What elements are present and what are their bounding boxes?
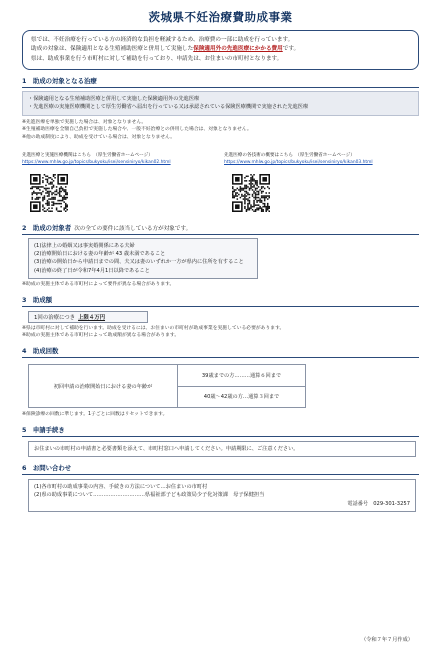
- section-count: [22, 347, 419, 419]
- note-line: ※助成の実施主体である市町村によって助成額が異なる場合があります。: [22, 333, 180, 339]
- application-box: お住まいの市町村の申請書と必要書類を添えて、市町村窓口へ申請してください。申請期限に、ご注意ください。: [28, 441, 416, 457]
- eligibility-item: (3)治療の開始日から申請日までの間、夫又は妻のいずれか一方が県内に住所を有すること: [34, 259, 244, 266]
- section-treatment: [22, 77, 419, 216]
- section-application: [22, 426, 419, 457]
- note-line: ※他の助成制度により、助成を受けている場合は、対象となりません。: [22, 135, 176, 140]
- note-line: ※県は市町村に対して補助を行います。助成を受けるには、お住まいの市町村が助成事業を実施している必要があります。: [22, 325, 285, 331]
- qr-code-icon[interactable]: [30, 174, 68, 212]
- intro-line-2: [31, 45, 410, 54]
- section-heading: 1 助成の対象となる治療: [22, 77, 419, 88]
- section-contact: [22, 464, 419, 513]
- count-table: [28, 364, 419, 408]
- section-heading: 6 お問い合わせ: [22, 464, 419, 475]
- facilities-link[interactable]: https://www.mhlw.go.jp/topics/bukyoku/isei/sensiniryo/kikan02.html: [22, 159, 171, 165]
- intro-line-2-end: です。: [282, 46, 300, 53]
- count-row-40-42: 40歳～42歳の方…通算３回まで: [178, 387, 306, 409]
- eligibility-box: [28, 238, 258, 280]
- link-label: 先進医療の各技術の概要はこちら （厚生労働省ホームページ）: [224, 152, 355, 158]
- section-heading: [22, 224, 419, 235]
- section-heading: 3 助成額: [22, 296, 419, 307]
- eligibility-item: (4)治療の終了日が令和7年4月1日以降であること: [34, 267, 150, 274]
- amount-value: 上限４万円: [78, 314, 106, 321]
- section-heading: 5 申請手続き: [22, 426, 419, 437]
- qr-code-icon[interactable]: [232, 174, 270, 212]
- intro-highlight: 保険適用外の先進医療にかかる費用: [193, 46, 283, 53]
- section-eligibility: [22, 224, 419, 289]
- contact-box: [28, 479, 416, 513]
- section-heading: 4 助成回数: [22, 347, 419, 358]
- eligibility-item: (1)法律上の婚姻又は事実婚関係にある夫婦: [34, 242, 135, 249]
- amount-label: 1回の治療につき: [34, 314, 76, 321]
- link-block-facilities: [22, 152, 217, 216]
- intro-box: [22, 30, 419, 70]
- page-title: 茨城県不妊治療費助成事業: [148, 10, 293, 24]
- link-label: 先進医療と実施医療機関はこちら （厚生労働省ホームページ）: [22, 152, 153, 158]
- eligibility-item: (2)治療開始日における妻の年齢が 43 歳未満であること: [34, 251, 166, 257]
- eligibility-note: ※助成の実施主体である市町村によって要件が異なる場合があります。: [22, 282, 175, 288]
- creation-date: （令和７年７月作成）: [361, 637, 413, 643]
- amount-box: [28, 311, 148, 323]
- contact-line-prefecture: (2)県の助成事業について…………………………県福祉部子ども政策局少子化対策課 母子保健担当: [34, 492, 265, 499]
- treatment-notes: [22, 119, 419, 142]
- technologies-link[interactable]: https://www.mhlw.go.jp/topics/bukyoku/isei/sensiniryo/kikan03.html: [224, 159, 373, 165]
- count-condition: 初回申請の治療開始日における妻の年齢が: [28, 364, 178, 408]
- note-line: ※生殖補助医療を全額自己負担で実施した場合や、一般不妊治療との併用した場合は、対象となりません。: [22, 127, 252, 133]
- treatment-item: ・保険適用となる生殖補助医療と併用して実施した保険適用外の先進医療: [28, 96, 200, 102]
- contact-phone[interactable]: 電話番号 029-301-3257: [347, 500, 410, 507]
- intro-line-1: 県では、不妊治療を行っている方の経済的な負担を軽減するため、治療費の一部に助成を行っています。: [31, 37, 294, 43]
- amount-notes: [22, 325, 419, 340]
- count-row-under-40: 39歳までの方………通算６回まで: [178, 364, 306, 387]
- section-amount: [22, 296, 419, 340]
- link-block-technologies: [224, 152, 419, 216]
- treatment-item: ・先進医療の実施医療機関として厚生労働省へ届出を行っている又は承認されている保険医療機関で実施された先進医療: [28, 104, 309, 111]
- section-heading-text: 2 助成の対象者: [22, 223, 72, 232]
- intro-line-3: 県は、助成事業を行う市町村に対して補助を行っており、申請先は、お住まいの市町村となります。: [31, 55, 283, 62]
- count-rows: [178, 364, 306, 408]
- contact-line-municipal: (1)各市町村の助成事業の内容、手続きの方法について…お住まいの市町村: [34, 483, 208, 490]
- note-line: ※先進医療を単独で実施した場合は、対象となりません。: [22, 119, 147, 125]
- reference-links: [22, 152, 419, 216]
- section-subheading: 次の全ての要件に該当している方が対象です。: [74, 225, 192, 232]
- count-note: ※保険診療の回数に準じます。1子ごとに回数はリセットできます。: [22, 412, 168, 417]
- intro-line-2-text: 助成の対象は、保険適用となる生殖補助医療と併用して実施した: [31, 46, 194, 53]
- treatment-box: [22, 91, 419, 116]
- flyer: [22, 8, 419, 512]
